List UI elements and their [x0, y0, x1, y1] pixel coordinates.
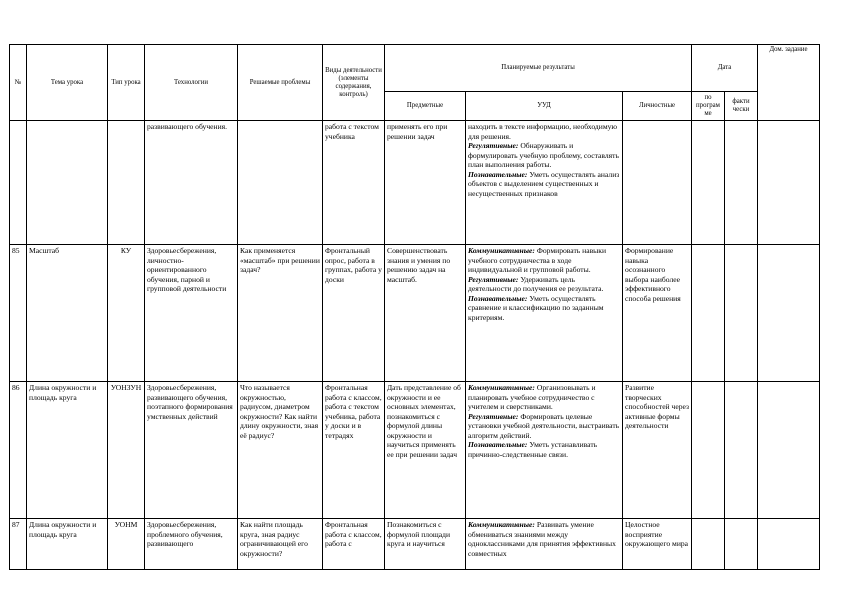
- cell-fact-date: [725, 382, 758, 519]
- uud-label: Познавательные:: [468, 293, 528, 303]
- cell-subject: применять его при решении задач: [385, 121, 466, 245]
- uud-text: Формировать целевые установки учебной деятельности, выстраивать алгоритм действий.: [468, 411, 620, 440]
- cell-problems: [238, 121, 323, 245]
- col-topic-header: Тема урока: [27, 45, 108, 121]
- uud-text: Уметь осуществлять анализ объектов с выделением существенных и несущественных признаков: [468, 169, 620, 198]
- cell-topic: [27, 121, 108, 245]
- cell-type: УОНЗУН: [108, 382, 145, 519]
- uud-text: Уметь осуществлять сравнение и классификацию по заданным критериям.: [468, 293, 604, 322]
- cell-topic: Масштаб: [27, 245, 108, 382]
- header-row-1: [10, 45, 820, 92]
- uud-label: Познавательные:: [468, 440, 528, 449]
- uud-entry: [468, 440, 620, 459]
- cell-num: 86: [10, 382, 27, 519]
- uud-text: находить в тексте информацию, необходимую для решения.: [468, 122, 618, 141]
- uud-label: Познавательные:: [468, 169, 528, 179]
- cell-homework: [758, 245, 820, 382]
- cell-topic: Длина окружности и площадь круга: [27, 382, 108, 519]
- uud-text: Развивать умение обмениваться знаниями между одноклассниками для принятия эффективных совместных: [468, 520, 616, 558]
- cell-plan-date: [692, 121, 725, 245]
- uud-entry: [468, 412, 620, 441]
- table-row: [10, 382, 820, 519]
- cell-homework: [758, 519, 820, 570]
- cell-homework: [758, 382, 820, 519]
- cell-activities: Фронтальная работа с классом, работа с: [323, 519, 385, 570]
- cell-num: 87: [10, 519, 27, 570]
- uud-text: Формировать навыки учебного сотрудничества в ходе индивидуальной и групповой работы.: [468, 246, 607, 274]
- cell-fact-date: [725, 245, 758, 382]
- col-subject-header: Предметные: [385, 92, 466, 121]
- cell-problems: Как найти площадь круга, зная радиус ограничивающей его окружности?: [238, 519, 323, 570]
- cell-subject: Познакомиться с формулой площади круга и научиться: [385, 519, 466, 570]
- cell-num: 85: [10, 245, 27, 382]
- cell-plan-date: [692, 382, 725, 519]
- cell-uud: [466, 245, 623, 382]
- cell-personal: Целостное восприятие окружающего мира: [623, 519, 692, 570]
- uud-label: Регулятивные:: [468, 274, 519, 284]
- uud-text: Уметь устанавливать причинно-следственные связи.: [468, 440, 598, 459]
- cell-tech: Здоровьесбережения, развивающего обучения, поэтапного формирования умственных действий: [145, 382, 238, 519]
- cell-topic: Длина окружности и площадь круга: [27, 519, 108, 570]
- table-row: [10, 121, 820, 245]
- uud-entry: [468, 141, 620, 170]
- col-date-header: Дата: [692, 45, 758, 92]
- cell-plan-date: [692, 519, 725, 570]
- cell-homework: [758, 121, 820, 245]
- table-row: [10, 245, 820, 382]
- uud-label: Коммуникативные:: [468, 246, 535, 255]
- uud-entry: [468, 520, 620, 558]
- uud-text: Удерживать цель деятельности до получения ее результата.: [468, 274, 604, 293]
- cell-activities: Фронтальный опрос, работа в группах, работа у доски: [323, 245, 385, 382]
- uud-label: Регулятивные:: [468, 411, 519, 421]
- cell-problems: Как применяется «масштаб» при решении задач?: [238, 245, 323, 382]
- uud-entry: [468, 170, 620, 199]
- col-fact-header: факти чески: [725, 92, 758, 121]
- uud-entry: [468, 383, 620, 412]
- col-problems-header: Решаемые проблемы: [238, 45, 323, 121]
- cell-fact-date: [725, 519, 758, 570]
- uud-entry: [468, 294, 620, 323]
- cell-uud: [466, 382, 623, 519]
- cell-activities: Фронтальная работа с классом, работа с текстом учебника, работа у доски и в тетрадях: [323, 382, 385, 519]
- cell-uud: [466, 519, 623, 570]
- uud-label: Коммуникативные:: [468, 383, 535, 392]
- uud-label: Коммуникативные:: [468, 520, 535, 529]
- cell-tech: Здоровьесбережения, проблемного обучения, развивающего: [145, 519, 238, 570]
- table-row: [10, 519, 820, 570]
- col-activities-header: Виды деятельности (элементы содержания, контроль): [323, 45, 385, 121]
- cell-personal: Формирование навыка осознанного выбора наиболее эффективного способа решения: [623, 245, 692, 382]
- cell-subject: Дать представление об окружности и ее основных элементах, познакомиться с формулой длины окружности и научиться применять ее при решении задач: [385, 382, 466, 519]
- col-homework-header: Дом. задание: [758, 45, 820, 121]
- uud-entry: [468, 246, 620, 275]
- cell-personal: Развитие творческих способностей через активные формы деятельности: [623, 382, 692, 519]
- cell-uud: [466, 121, 623, 245]
- cell-tech: Здоровьесбережения, личностно-ориентированного обучения, парной и групповой деятельности: [145, 245, 238, 382]
- cell-type: УОНМ: [108, 519, 145, 570]
- uud-entry: [468, 122, 620, 141]
- uud-text: Обнаруживать и формулировать учебную проблему, составлять план выполнения работы.: [468, 141, 619, 169]
- uud-label: Регулятивные:: [468, 141, 519, 150]
- cell-problems: Что называется окружностью, радиусом, диаметром окружности? Как найти длину окружности, зная её радиус?: [238, 382, 323, 519]
- col-personal-header: Личностные: [623, 92, 692, 121]
- col-num-header: №: [10, 45, 27, 121]
- cell-num: [10, 121, 27, 245]
- col-uud-header: УУД: [466, 92, 623, 121]
- cell-activities: работа с текстом учебника: [323, 121, 385, 245]
- cell-type: КУ: [108, 245, 145, 382]
- cell-subject: Совершенствовать знания и умения по решению задач на масштаб.: [385, 245, 466, 382]
- cell-tech: развивающего обучения.: [145, 121, 238, 245]
- cell-type: [108, 121, 145, 245]
- uud-entry: [468, 275, 620, 294]
- lesson-plan-table: [9, 44, 820, 570]
- col-plan-header: по програм ме: [692, 92, 725, 121]
- uud-text: Организовывать и планировать учебное сотрудничество с учителем и сверстниками.: [468, 383, 596, 411]
- col-tech-header: Технологии: [145, 45, 238, 121]
- col-type-header: Тип урока: [108, 45, 145, 121]
- cell-personal: [623, 121, 692, 245]
- cell-fact-date: [725, 121, 758, 245]
- col-results-header: Планируемые результаты: [385, 45, 692, 92]
- cell-plan-date: [692, 245, 725, 382]
